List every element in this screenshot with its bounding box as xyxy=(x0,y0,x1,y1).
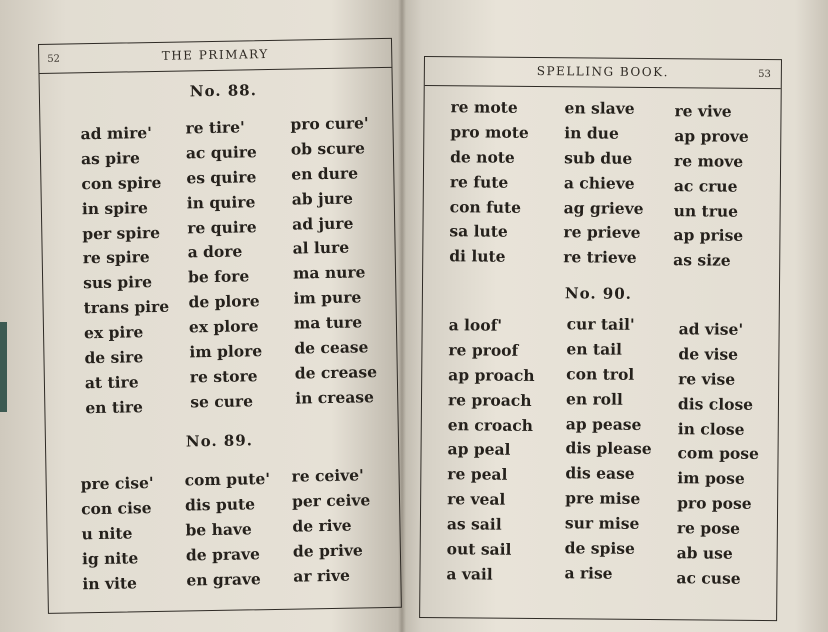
word: re trieve xyxy=(563,247,637,268)
word: ap proach xyxy=(448,365,535,385)
word: in quire xyxy=(186,191,256,213)
word: ad jure xyxy=(292,213,354,234)
lesson-88-column-1 xyxy=(80,121,171,421)
word: con trol xyxy=(566,364,635,384)
word: ab jure xyxy=(291,188,354,209)
word: re move xyxy=(674,150,744,171)
word: dis pute xyxy=(184,494,256,515)
right-page xyxy=(419,56,782,621)
word: ad mire' xyxy=(80,123,153,144)
word: en tire xyxy=(85,397,144,418)
word: re fute xyxy=(449,171,509,192)
word: de vise xyxy=(678,344,739,364)
left-running-header xyxy=(39,39,391,74)
word: ac crue xyxy=(673,175,738,196)
word: re veal xyxy=(447,489,506,509)
word: re proof xyxy=(448,340,519,360)
word: at tire xyxy=(84,372,139,393)
word: de crease xyxy=(294,362,378,383)
word: trans pire xyxy=(83,296,170,318)
word: de plore xyxy=(188,291,260,312)
word: de cease xyxy=(294,337,369,358)
word: al lure xyxy=(292,238,350,259)
lesson-90-heading: No. 90. xyxy=(564,284,633,303)
word: in spire xyxy=(81,197,149,218)
word: a dore xyxy=(187,241,243,262)
lesson-88-heading: No. 88. xyxy=(189,81,257,101)
word: sa lute xyxy=(449,221,508,242)
word: pro cure' xyxy=(290,113,369,134)
word: a rise xyxy=(564,563,613,583)
word: be fore xyxy=(187,266,250,287)
word: u nite xyxy=(81,523,133,544)
lesson-90-column-1 xyxy=(446,313,535,588)
right-running-header xyxy=(425,57,781,89)
word: en dure xyxy=(291,163,359,184)
word: re mote xyxy=(450,97,518,117)
word: en grave xyxy=(186,568,261,590)
word: ma ture xyxy=(293,312,363,333)
word: in due xyxy=(564,123,619,143)
word: ac quire xyxy=(185,142,257,163)
word: im pose xyxy=(677,468,745,489)
word: di lute xyxy=(449,246,506,267)
word: a loof' xyxy=(448,315,503,335)
word: re prieve xyxy=(563,222,641,243)
word: es quire xyxy=(186,166,257,188)
word: dis please xyxy=(565,438,652,459)
word: cur tail' xyxy=(566,314,635,334)
word: ex plore xyxy=(188,316,259,337)
word: en croach xyxy=(447,414,534,435)
word: re peal xyxy=(447,464,508,485)
word: en tail xyxy=(566,339,623,359)
word: re store xyxy=(189,366,258,387)
word: con cise xyxy=(80,497,152,519)
lesson-90-column-2 xyxy=(564,312,652,587)
lesson-88-cont-column-2 xyxy=(563,96,644,271)
word: as size xyxy=(673,250,731,271)
word: de spise xyxy=(564,538,635,558)
word: de prive xyxy=(292,540,363,561)
word: re pose xyxy=(676,518,741,538)
word: con spire xyxy=(81,172,162,194)
word: in crease xyxy=(295,386,375,408)
word: ab use xyxy=(676,543,733,563)
right-page-number: 53 xyxy=(758,68,771,81)
word: out sail xyxy=(446,539,512,559)
lesson-89-heading: No. 89. xyxy=(185,431,254,451)
word: dis ease xyxy=(565,463,635,484)
word: re proach xyxy=(447,389,532,410)
word: re quire xyxy=(187,216,257,237)
word: pre cise' xyxy=(80,473,154,494)
word: ag grieve xyxy=(563,197,644,218)
word: de sire xyxy=(84,347,144,368)
word: ex pire xyxy=(83,322,144,343)
lesson-88-cont-column-3 xyxy=(673,99,749,274)
lesson-88-cont-column-1 xyxy=(449,95,529,270)
word: de prave xyxy=(185,543,261,565)
word: per ceive xyxy=(291,490,371,511)
lesson-90-column-3 xyxy=(676,317,760,591)
bookmark-tab xyxy=(0,322,7,412)
word: be have xyxy=(185,519,252,540)
lesson-89-column-1 xyxy=(80,471,155,597)
word: sur mise xyxy=(564,513,640,534)
word: ap prove xyxy=(674,126,749,146)
word: un true xyxy=(673,200,739,221)
word: ig nite xyxy=(81,548,139,568)
word: re tire' xyxy=(185,117,245,138)
word: ap prise xyxy=(673,225,744,246)
word: ma nure xyxy=(292,262,366,283)
word: dis close xyxy=(677,393,754,414)
word: en slave xyxy=(564,98,635,118)
word: pre mise xyxy=(565,488,641,509)
left-running-head: THE PRIMARY xyxy=(161,46,269,63)
word: con fute xyxy=(449,196,522,217)
word: de note xyxy=(450,147,515,167)
left-page xyxy=(38,38,402,614)
word: com pute' xyxy=(184,469,271,490)
word: sus pire xyxy=(83,272,153,293)
lesson-88-column-3 xyxy=(290,111,377,411)
word: ad vise' xyxy=(678,319,744,339)
lesson-89-column-3 xyxy=(291,463,371,589)
word: as sail xyxy=(446,514,502,534)
word: se cure xyxy=(190,391,254,412)
word: a vail xyxy=(446,564,493,584)
word: im plore xyxy=(189,341,263,362)
word: sub due xyxy=(564,148,633,168)
word: re spire xyxy=(82,247,150,268)
word: ob scure xyxy=(290,138,366,159)
word: en roll xyxy=(565,388,623,409)
word: in close xyxy=(677,418,745,439)
word: im pure xyxy=(293,287,362,308)
word: de rive xyxy=(292,515,352,536)
word: a chieve xyxy=(563,172,635,193)
word: ap pease xyxy=(565,413,642,434)
word: per spire xyxy=(82,222,161,243)
word: re vive xyxy=(674,101,732,121)
left-page-number: 52 xyxy=(47,53,61,65)
word: ar rive xyxy=(293,565,351,586)
word: ac cuse xyxy=(676,568,741,588)
right-running-head: SPELLING BOOK. xyxy=(536,63,669,80)
word: pro mote xyxy=(450,122,529,142)
lesson-88-column-2 xyxy=(185,115,263,415)
word: com pose xyxy=(677,443,759,464)
word: ap peal xyxy=(447,439,511,460)
word: re ceive' xyxy=(291,465,364,486)
word: as pire xyxy=(80,148,141,169)
word: re vise xyxy=(678,369,736,389)
lesson-89-column-2 xyxy=(184,467,272,593)
word: pro pose xyxy=(677,493,752,514)
word: in vite xyxy=(82,572,138,593)
